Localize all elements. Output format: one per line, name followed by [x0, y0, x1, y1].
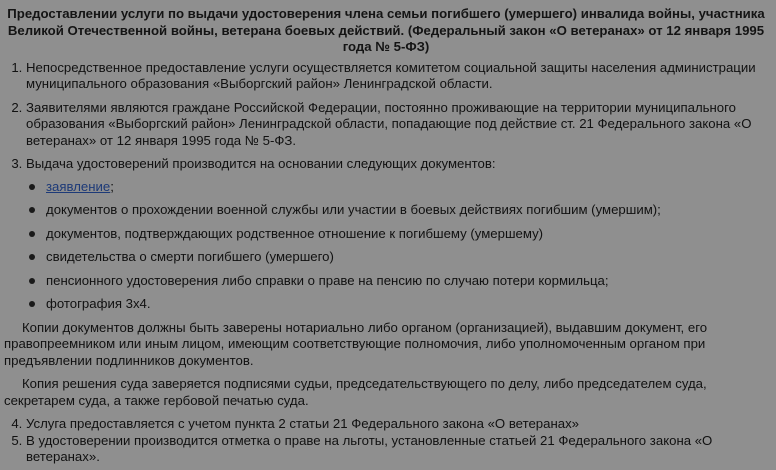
document-item-text: документов о прохождении военной службы или участии в боевых действиях погибшим (умершим); — [46, 202, 661, 217]
document-item — [26, 273, 768, 290]
document-item-text: свидетельства о смерти погибшего (умершего) — [46, 249, 334, 264]
step-5 — [26, 433, 768, 466]
copies-paragraph: Копии документов должны быть заверены нотариально либо органом (организацией), выдавшим документ, его правопреемником или иным лицом, имеющим соответствующие полномочия, либо уполномоченным органом при предъявлении подлинников документов. — [4, 319, 708, 368]
bullet-icon — [29, 301, 35, 307]
step-1-text: Непосредственное предоставление услуги осуществляется комитетом социальной защиты населения администрации муниципального образования «Выборгский район» Ленинградской области. — [26, 59, 756, 91]
document-item-text: пенсионного удостоверения либо справки о праве на пенсию по случаю потери кормильца; — [46, 272, 609, 288]
bullet-icon — [29, 231, 35, 237]
bullet-icon — [29, 207, 35, 213]
bullet-icon — [29, 278, 35, 284]
step-4-text: Услуга предоставляется с учетом пункта 2 статьи 21 Федерального закона «О ветеранах» — [26, 416, 580, 431]
step-3 — [26, 156, 768, 313]
document-title: Предоставлении услуги по выдачи удостоверения члена семьи погибшего (умершего) инвалида войны, участника Великой Отечественной войны, ветерана боевых действий. (Федеральный закон «О ветеранах» от 12 января 1995 года № 5-ФЗ) — [7, 6, 765, 54]
step-2-text: Заявителями являются граждане Российской Федерации, постоянно проживающие на территории муниципального образования «Выборгский район» Ленинградской области, попадающие под действие ст. 21 Федерального закона «О ветеранах» от 12 января 1995 года № 5-ФЗ. — [26, 99, 752, 148]
document-item — [26, 249, 768, 266]
step-2 — [26, 100, 768, 150]
court-decision-paragraph: Копия решения суда заверяется подписями судьи, председательствующего по делу, либо председателем суда, секретарем суда, а также гербовой печатью суда. — [4, 376, 707, 408]
step-3-text: Выдача удостоверений производится на основании следующих документов: — [26, 156, 496, 171]
step-5-text: В удостоверении производится отметка о праве на льготы, установленные статьей 21 Федерального закона «О ветеранах». — [26, 432, 713, 464]
step-1 — [26, 60, 768, 93]
bullet-icon — [29, 254, 35, 260]
document-item-application — [26, 179, 768, 196]
document-item-text: фотография 3х4. — [46, 296, 151, 311]
document-item-text: документов, подтверждающих родственное отношение к погибшему (умершему) — [46, 225, 544, 241]
final-steps-list — [4, 416, 768, 466]
document-item — [26, 296, 768, 313]
application-link[interactable]: заявление — [46, 178, 111, 194]
documents-list — [26, 179, 768, 313]
document-item — [26, 226, 768, 243]
step-4 — [26, 416, 768, 433]
document-item — [26, 202, 768, 219]
application-link-suffix: ; — [110, 178, 114, 194]
bullet-icon — [29, 184, 35, 190]
steps-list — [4, 60, 768, 313]
